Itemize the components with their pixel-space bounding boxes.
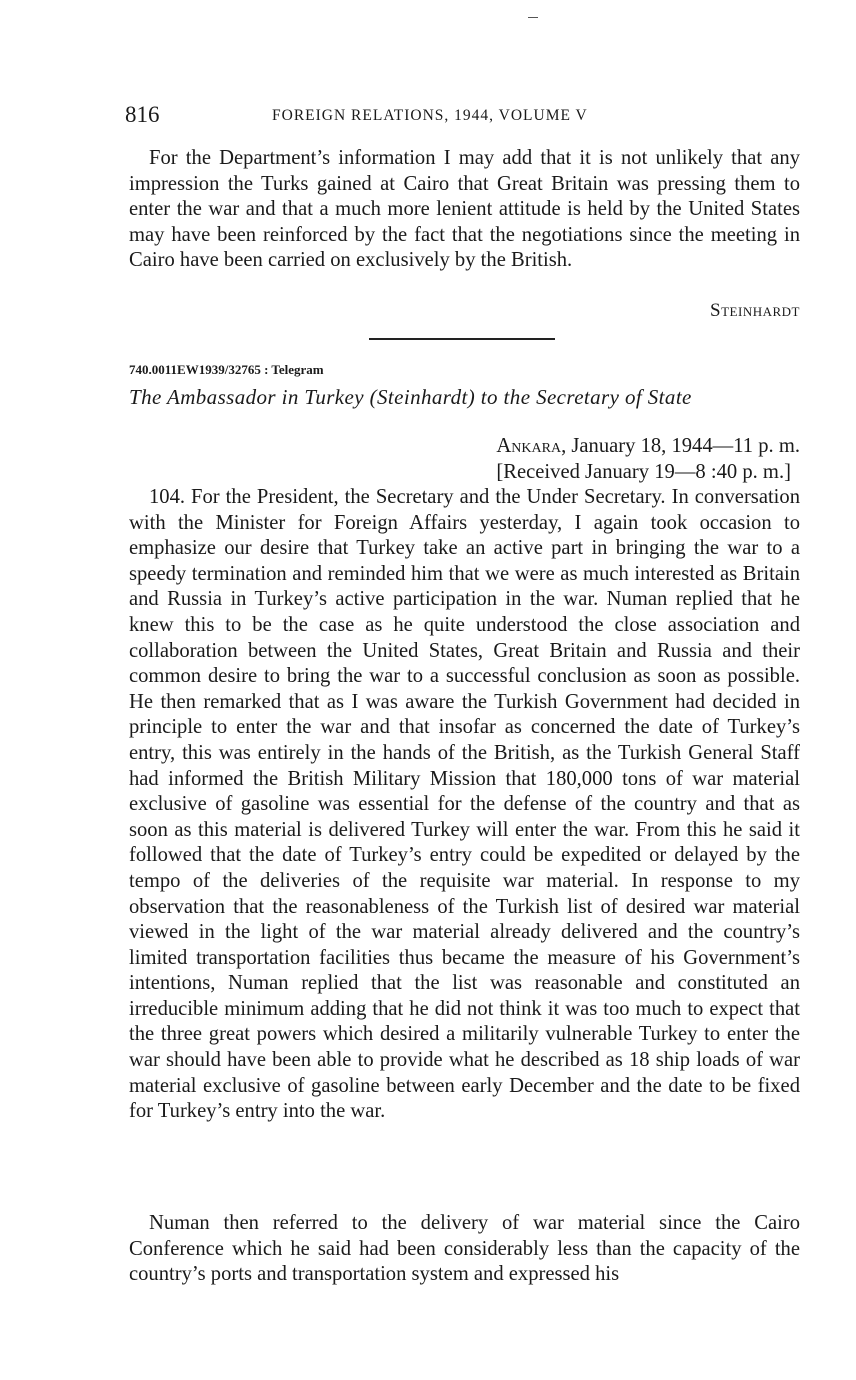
opening-paragraph: For the Department’s information I may add that it is not unlikely that any impression the Turks gained at Cairo that Great Britain was pressing them to enter the war and that a much more lenient attitude is held by the United States may have been reinforced by the fact that the negotiations since the meeting in Cairo have been carried on exclusively by the British. (129, 147, 800, 272)
paragraph-104: 104. For the President, the Secretary and the Under Secretary. In conversation with the Minister for Foreign Affairs yesterday, I again took occasion to emphasize our desire that Turkey take an active part in bringing the war to a speedy termination and reminded him that we were as much interested as Britain and Russia in Turkey’s active participation in the war. Numan replied that he knew this to be the case as he quite understood the close association and collaboration between the United States, Great Britain and Russia and their common desire to bring the war to a successful conclusion as soon as possible. He then remarked that as I was aware the Turkish Government had decided in principle to enter the war and that insofar as concerned the date of Turkey’s entry, this was entirely in the hands of the British, as the Turkish General Staff had informed the British Military Mission that 180,000 tons of war material exclusive of gasoline was essential for the defense of the country and that as soon as this material is delivered Turkey will enter the war. From this he said it followed that the date of Turkey’s entry could be expedited or delayed by the tempo of the deliveries of the requisite war material. In response to my observation that the reasonableness of the Turkish list of desired war material viewed in the light of the war material already delivered and the country’s limited transportation facilities thus became the measure of his Government’s intentions, Numan replied that the list was reasonable and constituted an irreducible minimum adding that he did not think it was too much to expect that the three great powers which desired a militarily vulnerable Turkey to enter the war should have been able to provide what he described as 18 ship loads of war material exclusive of gasoline between early December and the date to be fixed for Turkey’s entry into the war. (129, 486, 800, 1123)
dateline-sent (496, 434, 800, 460)
page-number: 816 (125, 102, 160, 127)
file-reference: 740.0011EW1939/32765 : Telegram (129, 362, 324, 377)
dateline-place: Ankara, (496, 435, 567, 457)
dateline (496, 434, 800, 485)
page-header (125, 102, 805, 132)
telegram-body (129, 485, 800, 1125)
scan-mark (528, 17, 538, 18)
dateline-received: [Received January 19—8 :40 p. m.] (496, 460, 791, 483)
opening-section (129, 146, 800, 274)
running-head: FOREIGN RELATIONS, 1944, VOLUME V (272, 107, 588, 124)
document-title: The Ambassador in Turkey (Steinhardt) to the Secretary of State (129, 385, 692, 409)
paragraph-numan: Numan then referred to the delivery of war material since the Cairo Conference which he said had been considerably less than the capacity of the country’s ports and transportation system and expressed his (129, 1212, 800, 1286)
dateline-date: January 18, 1944—11 p. m. (566, 435, 800, 457)
section-divider (369, 338, 555, 340)
telegram-continuation (129, 1211, 800, 1288)
signature: Steinhardt (710, 300, 800, 321)
